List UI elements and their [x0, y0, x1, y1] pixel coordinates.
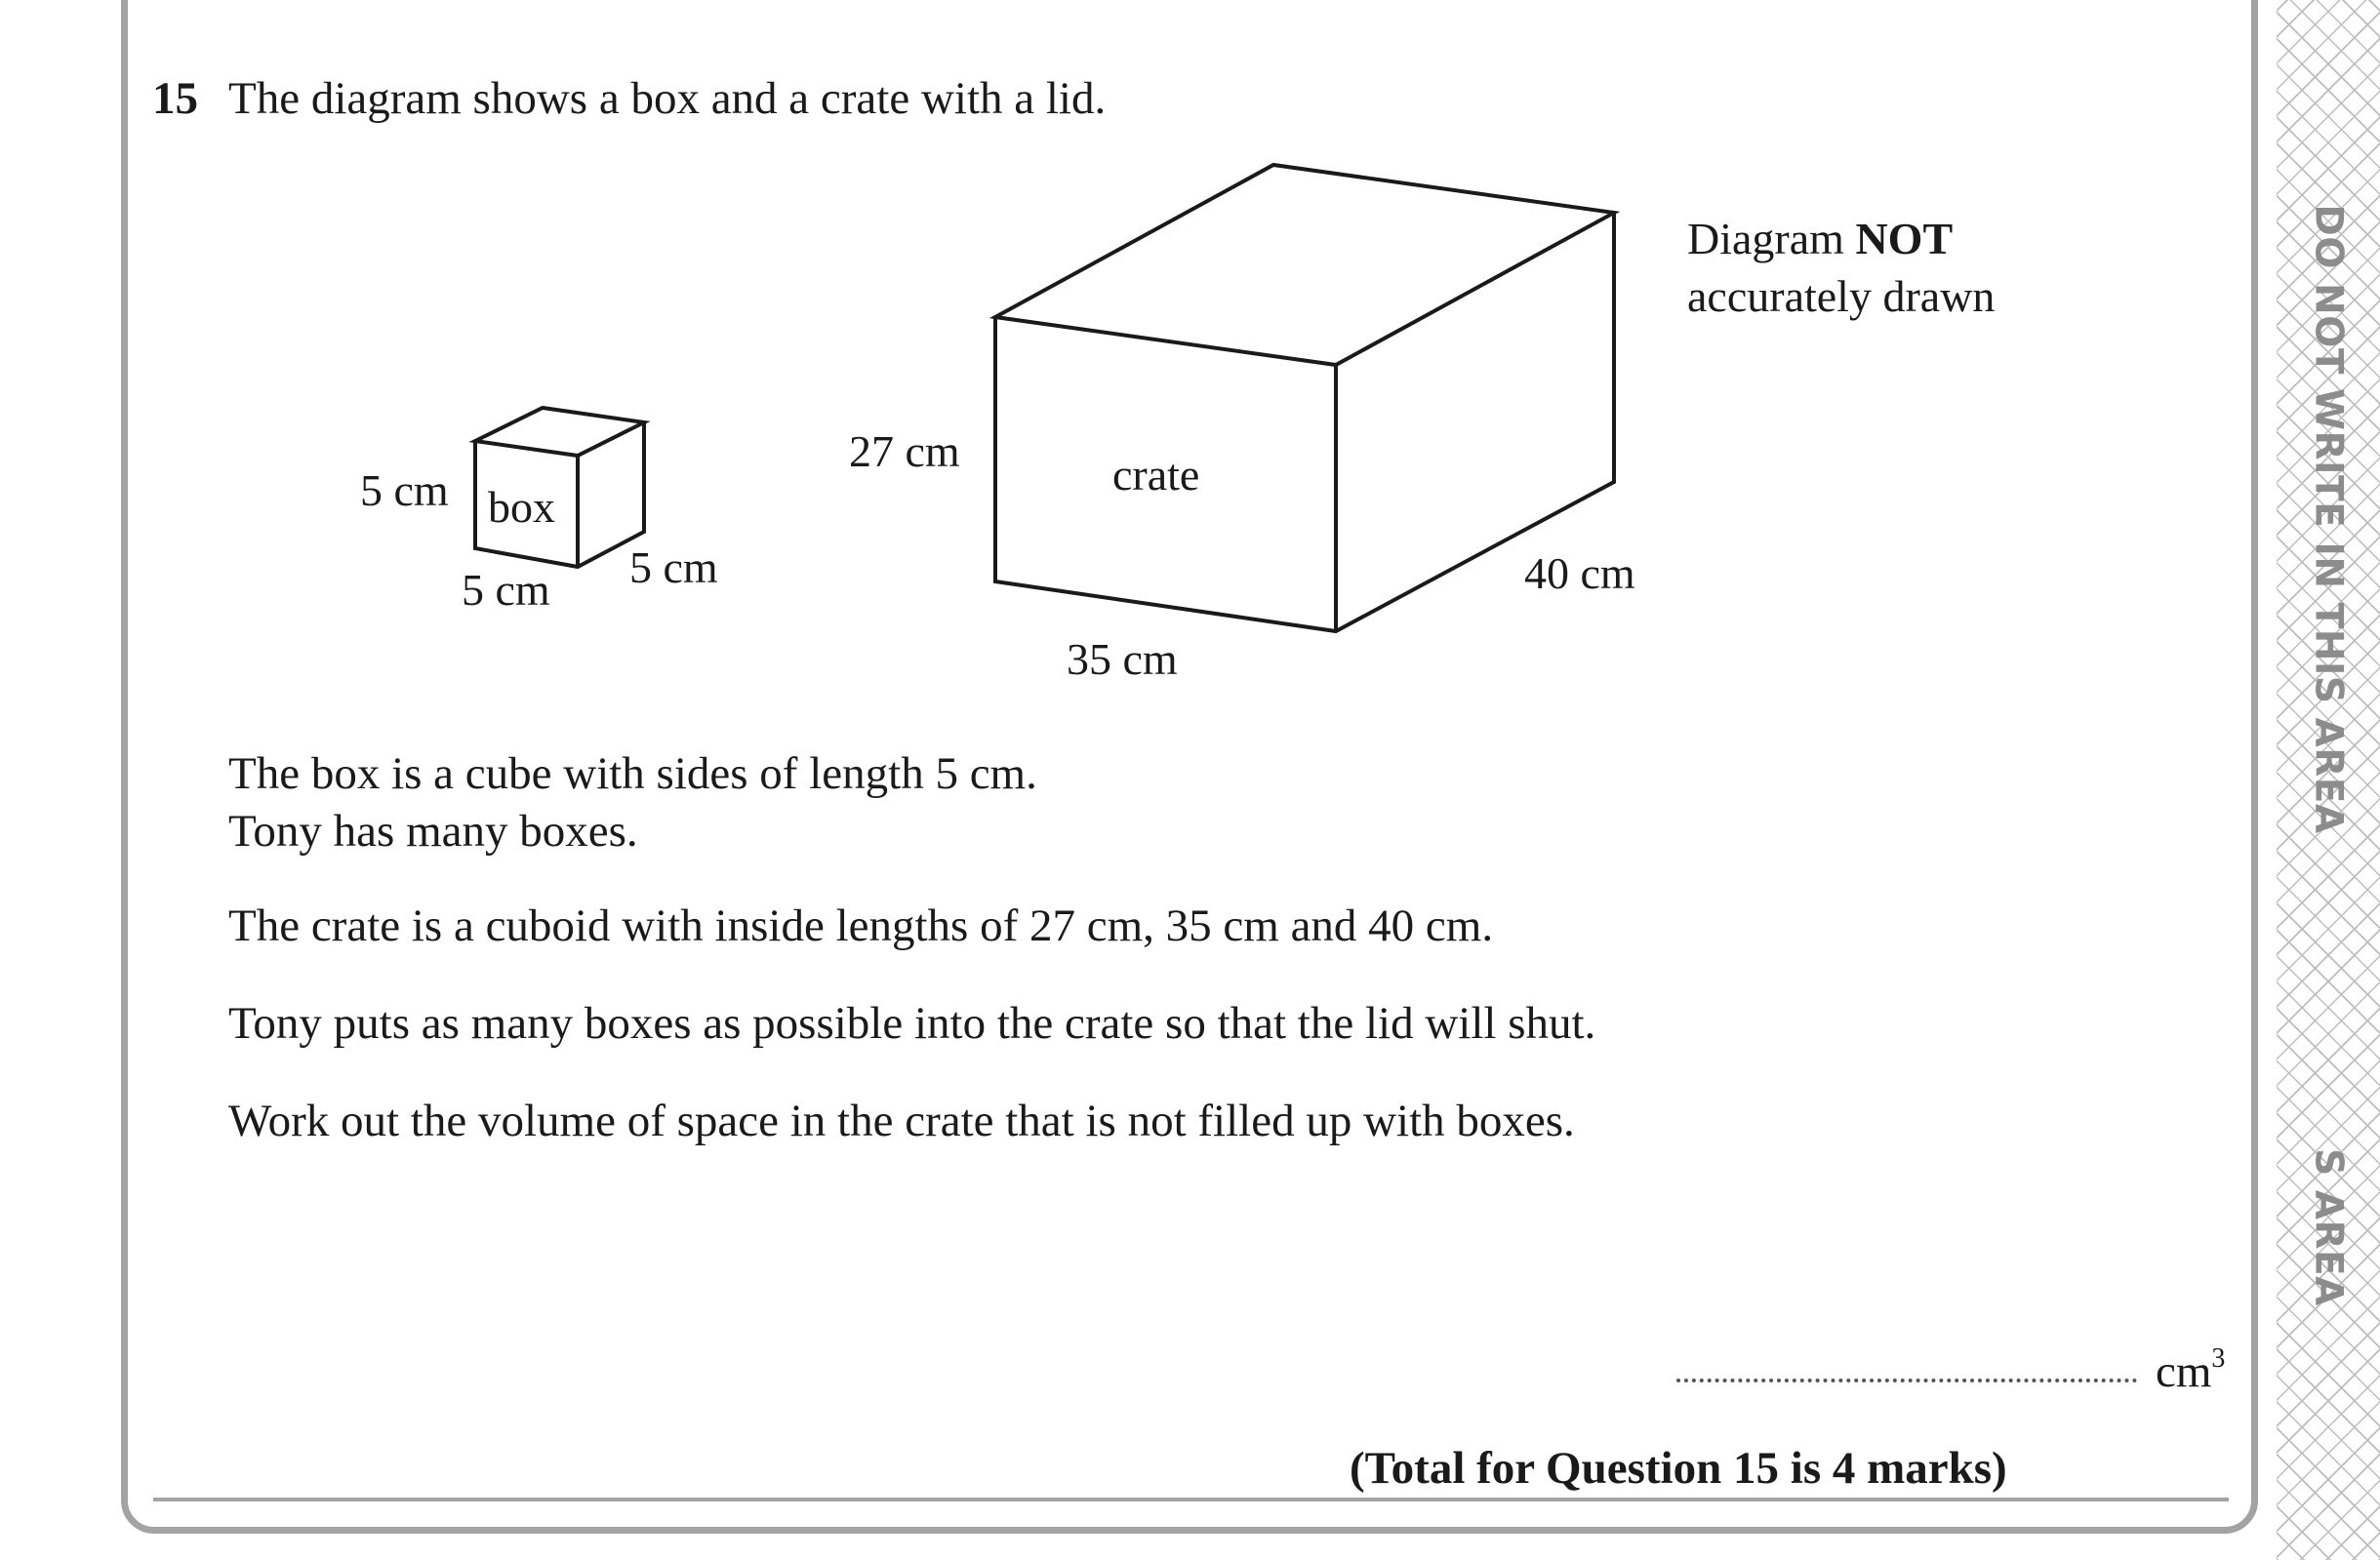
- box-label: box: [488, 482, 555, 532]
- crate-height-label: 27 cm: [849, 426, 960, 476]
- diagram-note-line2: accurately drawn: [1687, 271, 1996, 321]
- paragraph-many-boxes: Tony has many boxes.: [228, 806, 638, 857]
- note-bold: NOT: [1855, 214, 1954, 263]
- unit-exponent: 3: [2211, 1343, 2226, 1374]
- answer-unit: [2156, 1343, 2226, 1397]
- box-width-label: 5 cm: [462, 565, 550, 615]
- paragraph-crate: The crate is a cuboid with inside lengths of 27 cm, 35 cm and 40 cm.: [228, 900, 1494, 951]
- box-height-label: 5 cm: [360, 465, 449, 515]
- bottom-rule: [153, 1498, 2229, 1501]
- margin-warning: DO NOT WRITE IN THIS AREA: [2306, 204, 2351, 834]
- crate-width-label: 35 cm: [1067, 634, 1178, 684]
- crate-cuboid: [995, 165, 1614, 631]
- crate-label: crate: [1112, 450, 1200, 500]
- box-depth-label: 5 cm: [629, 542, 718, 592]
- question-intro: The diagram shows a box and a crate with a lid.: [228, 73, 1107, 124]
- total-marks: (Total for Question 15 is 4 marks): [1350, 1443, 2007, 1494]
- diagram-note-line1: [1687, 214, 1953, 263]
- note-prefix: Diagram: [1687, 214, 1856, 263]
- crate-depth-label: 40 cm: [1524, 548, 1635, 598]
- answer-line[interactable]: [1676, 1379, 2137, 1382]
- paragraph-box-cube: The box is a cube with sides of length 5 cm.: [228, 748, 1037, 799]
- margin-warning-partial: S AREA: [2306, 1148, 2351, 1306]
- paragraph-packing: Tony puts as many boxes as possible into the crate so that the lid will shut.: [228, 998, 1596, 1049]
- paragraph-task: Work out the volume of space in the crate that is not filled up with boxes.: [228, 1096, 1575, 1146]
- question-number: 15: [152, 73, 198, 124]
- unit-base: cm: [2156, 1346, 2212, 1397]
